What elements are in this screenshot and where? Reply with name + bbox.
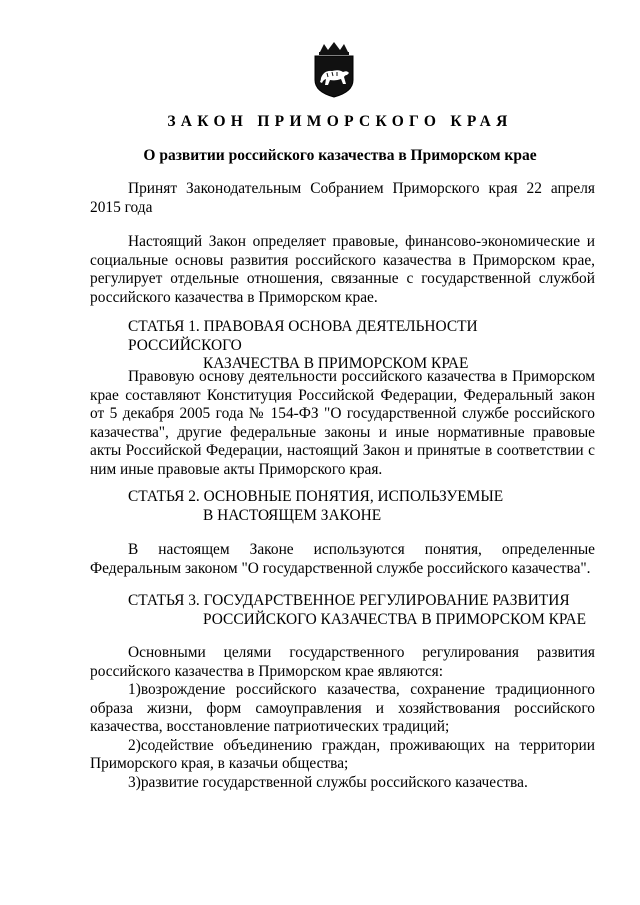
article-3-intro: Основными целями государственного регулирования развития российского казачества в Приморском крае являются:: [90, 644, 595, 680]
list-item: 1)возрождение российского казачества, сохранение традиционного образа жизни, форм самоуправления и хозяйствования российского казачества, восстановление патриотических традиций;: [90, 681, 595, 736]
adoption-statement: Принят Законодательным Собранием Приморского края 22 апреля 2015 года: [90, 180, 595, 216]
article-2-heading: [90, 488, 595, 525]
article-1-heading-line1: СТАТЬЯ 1. ПРАВОВАЯ ОСНОВА ДЕЯТЕЛЬНОСТИ РОССИЙСКОГО: [128, 318, 478, 354]
article-2-heading-line2: В НАСТОЯЩЕМ ЗАКОНЕ: [203, 506, 382, 524]
coat-of-arms-icon: [312, 42, 356, 98]
article-3-list: [90, 681, 595, 793]
article-1-heading-line2: КАЗАЧЕСТВА В ПРИМОРСКОМ КРАЕ: [203, 355, 469, 373]
article-2-heading-line1: СТАТЬЯ 2. ОСНОВНЫЕ ПОНЯТИЯ, ИСПОЛЬЗУЕМЫЕ: [128, 488, 504, 505]
preamble-paragraph: Настоящий Закон определяет правовые, финансово-экономические и социальные основы развития российского казачества в Приморском крае, регулирует отдельные отношения, связанные с государственной службой российского казачества в Приморском крае.: [90, 233, 595, 306]
article-3-heading: [90, 592, 595, 629]
article-3-heading-line2: РОССИЙСКОГО КАЗАЧЕСТВА В ПРИМОРСКОМ КРАЕ: [203, 610, 586, 628]
law-title: ЗАКОН ПРИМОРСКОГО КРАЯ: [167, 113, 513, 130]
article-2-text: В настоящем Законе используются понятия, определенные Федеральным законом "О государственной службе российского казачества".: [90, 541, 595, 577]
list-item: 3)развитие государственной службы российского казачества.: [128, 773, 528, 791]
law-subtitle: О развитии российского казачества в Приморском крае: [143, 147, 537, 164]
article-1-heading: [90, 318, 595, 374]
list-item: 2)содействие объединению граждан, проживающих на территории Приморского края, в казачьи общества;: [90, 736, 595, 773]
article-1-text: Правовую основу деятельности российского казачества в Приморском крае составляют Конституция Российской Федерации, Федеральный закон от 5 декабря 2005 года № 154-ФЗ "О государственной службе российского казачества", другие федеральные законы и иные нормативные правовые акты Российской Федерации, настоящий Закон и принятые в соответствии с ним иные правовые акты Приморского края.: [90, 368, 595, 478]
article-3-heading-line1: СТАТЬЯ 3. ГОСУДАРСТВЕННОЕ РЕГУЛИРОВАНИЕ РАЗВИТИЯ: [128, 592, 570, 609]
